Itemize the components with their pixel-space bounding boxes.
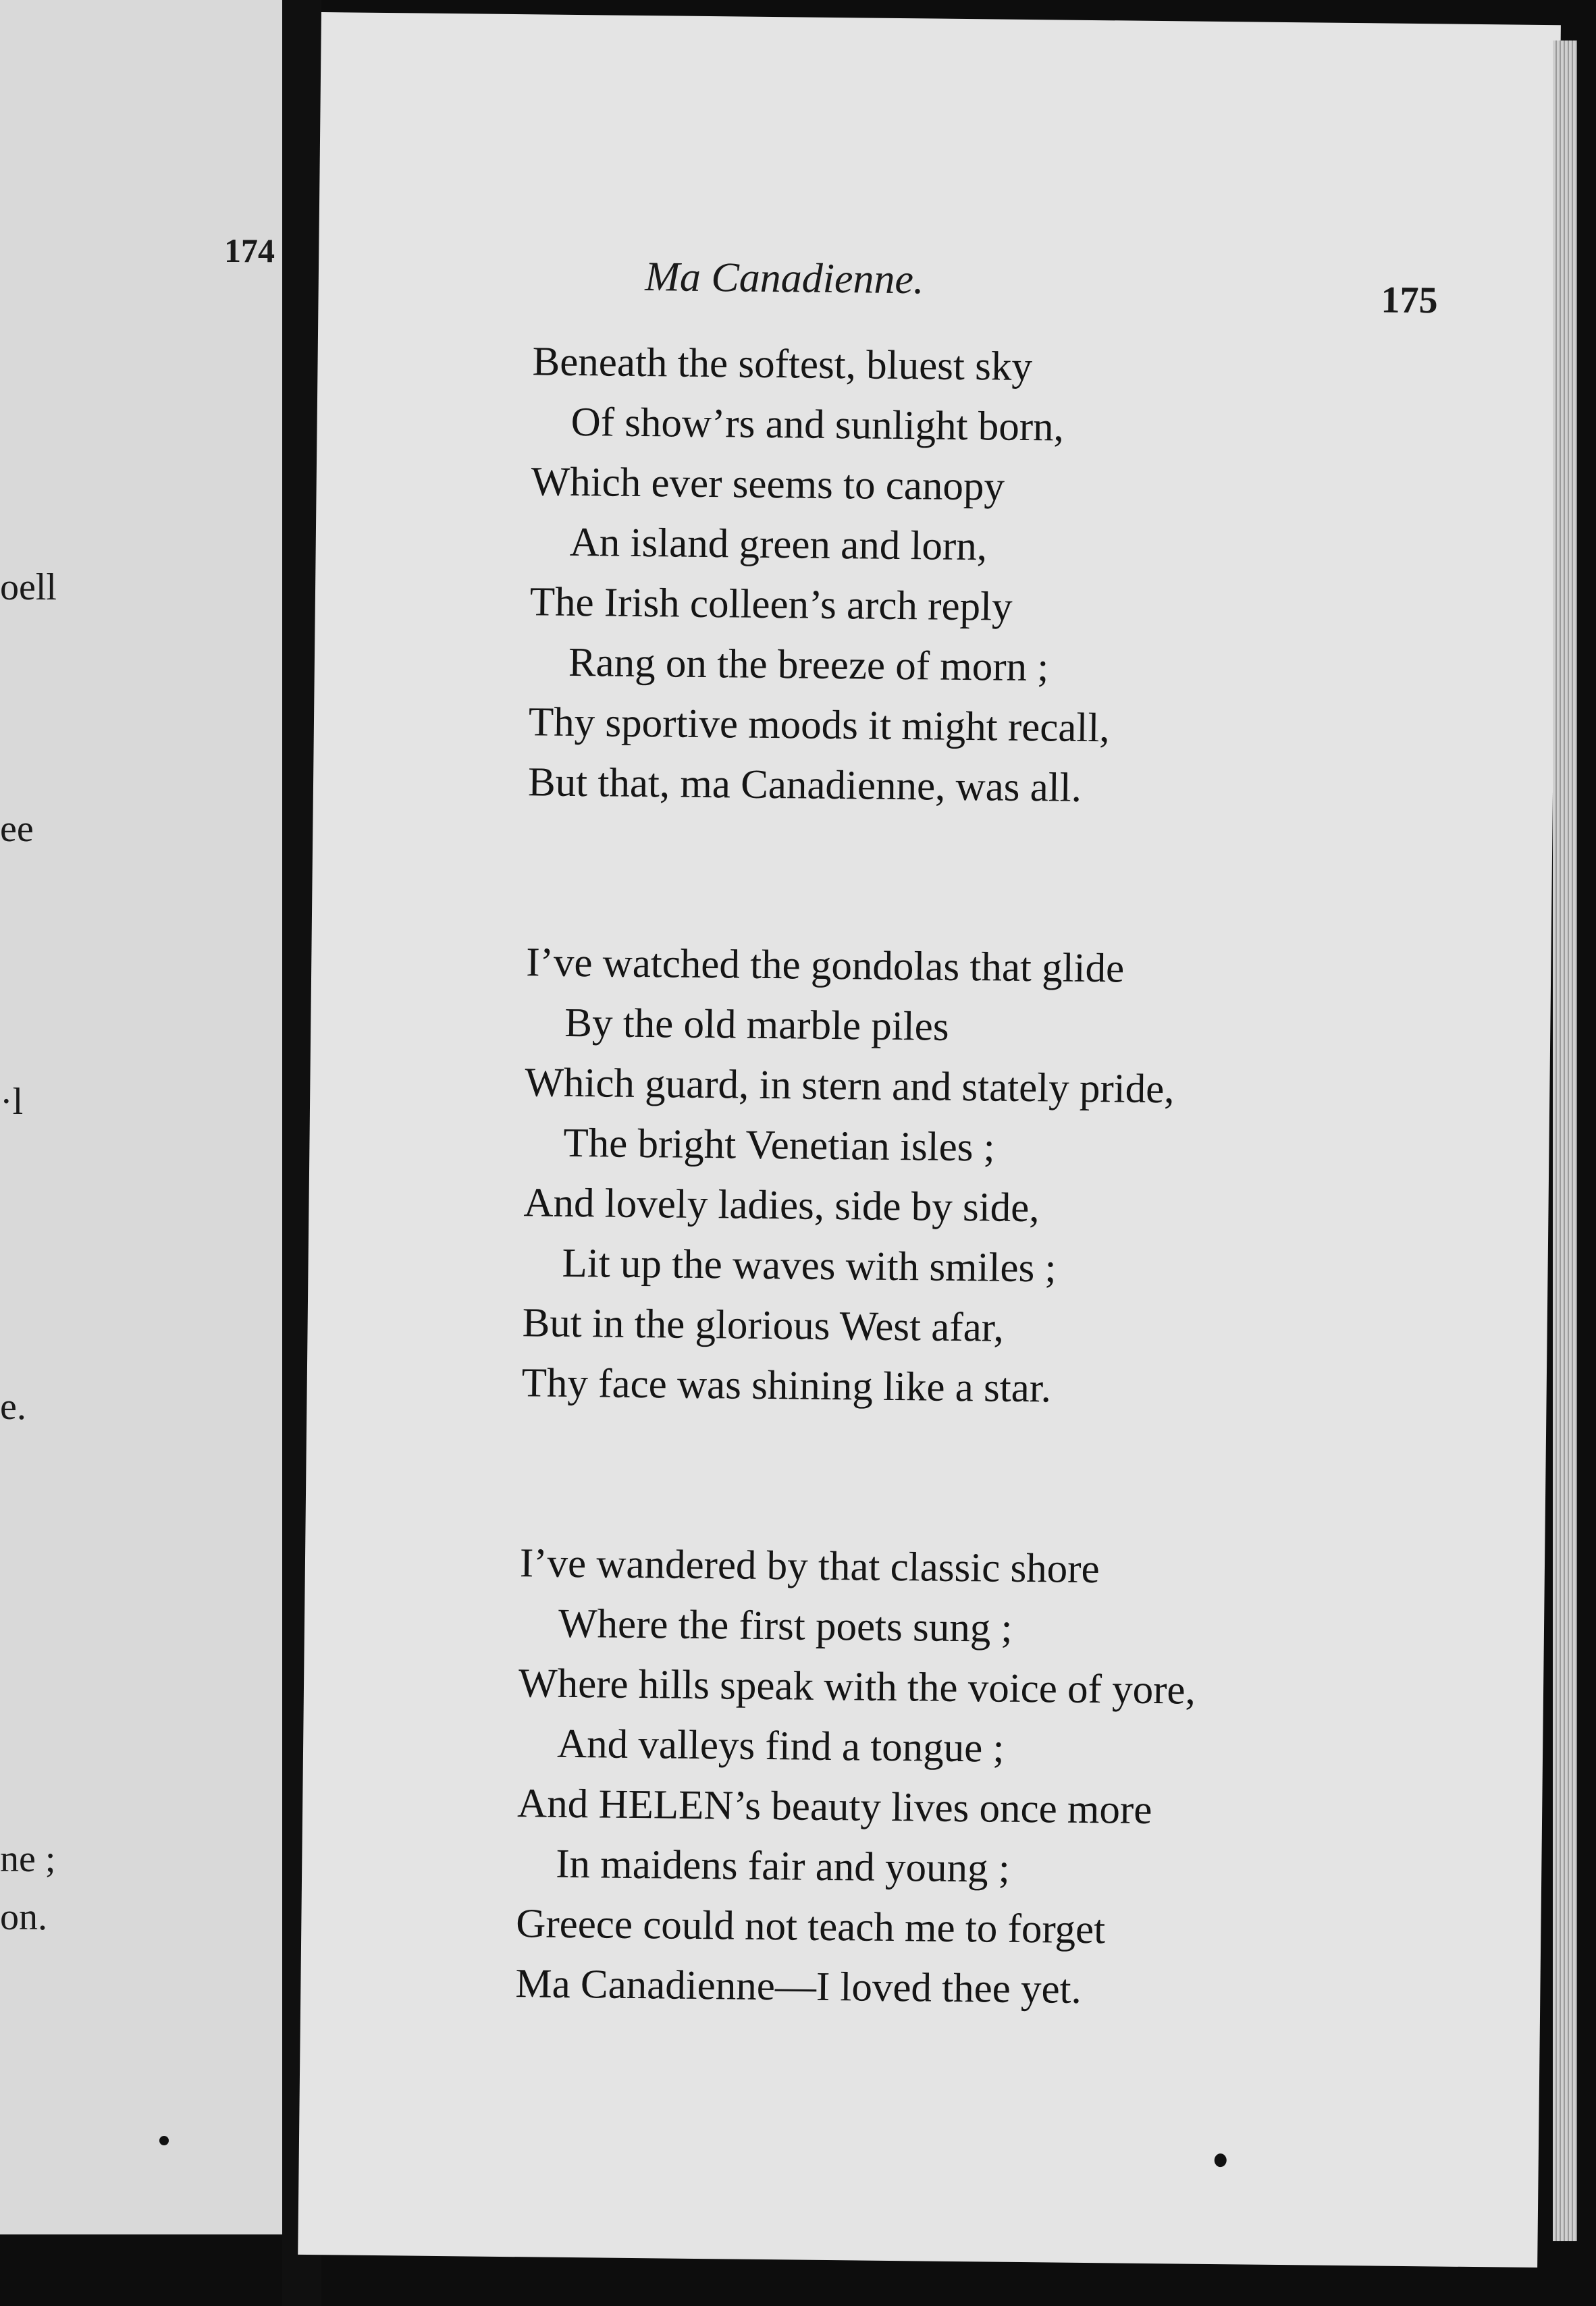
poem-line: Of show’rs and sunlight born, <box>570 399 1065 450</box>
poem-line: But that, ma Canadienne, was all. <box>527 759 1082 811</box>
left-line-fragment: ee <box>0 808 34 850</box>
poem-line: But in the glorious West afar, <box>522 1300 1005 1351</box>
poem-line: Ma Canadienne—I loved thee yet. <box>515 1961 1082 2012</box>
poem-line: Rang on the breeze of morn ; <box>568 639 1049 691</box>
left-line-fragment: ·l <box>0 1081 24 1123</box>
poem-line: Where hills speak with the voice of yore, <box>518 1661 1196 1713</box>
poem-line: And lovely ladies, side by side, <box>523 1180 1040 1231</box>
poem-line: Lit up the waves with smiles ; <box>562 1240 1057 1291</box>
stanza <box>528 331 1545 823</box>
left-page <box>0 0 282 2234</box>
right-page-number: 175 <box>1381 279 1438 322</box>
poem-line: I’ve watched the gondolas that glide <box>525 940 1125 992</box>
left-line-fragment: on. <box>0 1896 47 1938</box>
ink-speck <box>159 2136 169 2145</box>
poem-line: Thy face was shining like a star. <box>521 1360 1052 1412</box>
poem-line: I’ve wandered by that classic shore <box>519 1540 1100 1592</box>
ink-speck <box>1215 2153 1227 2167</box>
poem-line: Thy sportive moods it might recall, <box>528 699 1110 751</box>
poem-line: Which ever seems to canopy <box>531 459 1005 510</box>
page-edge <box>1553 41 1577 2241</box>
left-page-number: 174 <box>224 232 275 269</box>
poem-line: An island green and lorn, <box>569 519 988 570</box>
stanza <box>521 932 1539 1424</box>
running-head: Ma Canadienne. <box>644 254 924 303</box>
poem-line: Where the first poets sung ; <box>558 1601 1013 1651</box>
poem-line: Which guard, in stern and stately pride, <box>525 1060 1175 1112</box>
left-line-fragment: oell <box>0 566 57 608</box>
left-line-fragment: ne ; <box>0 1838 56 1880</box>
poem-line: Beneath the softest, bluest sky <box>532 339 1033 390</box>
poem-line: The bright Venetian isles ; <box>563 1120 996 1171</box>
poem-line: And HELEN’s beauty lives once more <box>516 1781 1152 1833</box>
poem <box>514 331 1545 2145</box>
poem-line: In maidens fair and young ; <box>555 1841 1011 1892</box>
poem-line: The Irish colleen’s arch reply <box>529 579 1013 630</box>
right-page <box>298 12 1561 2268</box>
poem-line: And valleys find a tongue ; <box>556 1721 1005 1771</box>
poem-line: Greece could not teach me to forget <box>516 1901 1106 1953</box>
stanza <box>515 1533 1533 2025</box>
poem-line: By the old marble piles <box>564 1000 949 1050</box>
left-line-fragment: e. <box>0 1386 26 1428</box>
